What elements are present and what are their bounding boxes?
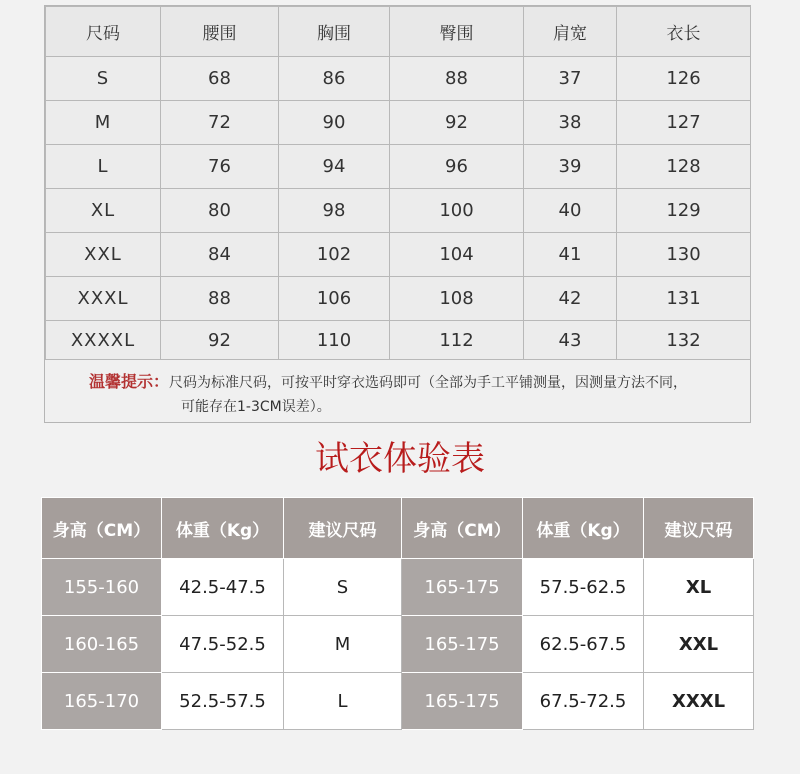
fit-size-cell: XXL: [644, 616, 754, 673]
measurement-cell: 112: [390, 321, 524, 360]
size-row: [46, 233, 751, 277]
fit-weight-cell: 52.5-57.5: [162, 673, 284, 730]
measurement-cell: 96: [390, 145, 524, 189]
measurement-cell: 76: [161, 145, 279, 189]
fit-row: [42, 559, 754, 616]
fit-height-cell: 155-160: [42, 559, 162, 616]
measurement-cell: 88: [161, 277, 279, 321]
size-row: [46, 145, 751, 189]
size-label-cell: XXXL: [46, 277, 161, 321]
size-label-cell: XXXXL: [46, 321, 161, 360]
fit-row: [42, 673, 754, 730]
size-label-cell: M: [46, 101, 161, 145]
size-label-cell: XXL: [46, 233, 161, 277]
tip-line-2: 可能存在1-3CM误差）。: [181, 399, 331, 415]
measurement-cell: 132: [617, 321, 751, 360]
size-chart-table: [45, 6, 751, 360]
fit-table-title: 试衣体验表: [315, 439, 485, 479]
size-row: [46, 277, 751, 321]
fit-weight-cell: 67.5-72.5: [523, 673, 644, 730]
size-chart-panel: [44, 5, 751, 423]
fit-header-height-2: 身高（CM）: [402, 498, 523, 559]
size-row: [46, 101, 751, 145]
measurement-cell: 127: [617, 101, 751, 145]
header-length: 衣长: [617, 7, 751, 57]
measurement-cell: 102: [279, 233, 390, 277]
header-hip: 臀围: [390, 7, 524, 57]
size-chart-header-row: [46, 7, 751, 57]
fit-height-cell: 165-170: [42, 673, 162, 730]
header-chest: 胸围: [279, 7, 390, 57]
size-label-cell: XL: [46, 189, 161, 233]
measurement-cell: 100: [390, 189, 524, 233]
fit-table-header-row: [42, 498, 754, 559]
fit-size-cell: M: [284, 616, 402, 673]
fit-height-cell: 165-175: [402, 673, 523, 730]
size-row: [46, 57, 751, 101]
measurement-cell: 126: [617, 57, 751, 101]
measurement-cell: 86: [279, 57, 390, 101]
measurement-cell: 39: [524, 145, 617, 189]
measurement-cell: 42: [524, 277, 617, 321]
fit-weight-cell: 57.5-62.5: [523, 559, 644, 616]
measurement-cell: 37: [524, 57, 617, 101]
fit-header-weight-1: 体重（Kg）: [162, 498, 284, 559]
fit-size-cell: S: [284, 559, 402, 616]
fit-weight-cell: 47.5-52.5: [162, 616, 284, 673]
size-row: [46, 189, 751, 233]
fit-weight-cell: 42.5-47.5: [162, 559, 284, 616]
measurement-cell: 104: [390, 233, 524, 277]
measurement-cell: 90: [279, 101, 390, 145]
header-shoulder: 肩宽: [524, 7, 617, 57]
measurement-cell: 38: [524, 101, 617, 145]
measurement-cell: 84: [161, 233, 279, 277]
fit-size-cell: XXXL: [644, 673, 754, 730]
measurement-cell: 72: [161, 101, 279, 145]
fit-height-cell: 165-175: [402, 616, 523, 673]
fit-header-size-1: 建议尺码: [284, 498, 402, 559]
fit-size-cell: XL: [644, 559, 754, 616]
measurement-cell: 106: [279, 277, 390, 321]
measurement-cell: 92: [161, 321, 279, 360]
measurement-cell: 131: [617, 277, 751, 321]
measurement-cell: 108: [390, 277, 524, 321]
fit-size-cell: L: [284, 673, 402, 730]
measurement-cell: 98: [279, 189, 390, 233]
fit-header-size-2: 建议尺码: [644, 498, 754, 559]
measurement-cell: 92: [390, 101, 524, 145]
measurement-cell: 88: [390, 57, 524, 101]
measurement-cell: 129: [617, 189, 751, 233]
size-row: [46, 321, 751, 360]
size-label-cell: S: [46, 57, 161, 101]
fit-weight-cell: 62.5-67.5: [523, 616, 644, 673]
measurement-cell: 40: [524, 189, 617, 233]
measurement-cell: 130: [617, 233, 751, 277]
measurement-cell: 80: [161, 189, 279, 233]
measurement-cell: 41: [524, 233, 617, 277]
fit-header-height-1: 身高（CM）: [42, 498, 162, 559]
measurement-cell: 94: [279, 145, 390, 189]
tip-line-1: 尺码为标准尺码，可按平时穿衣选码即可（全部为手工平铺测量，因测量方法不同，: [169, 375, 688, 391]
measurement-cell: 128: [617, 145, 751, 189]
size-label-cell: L: [46, 145, 161, 189]
fit-height-cell: 165-175: [402, 559, 523, 616]
tip-label: 温馨提示：: [89, 372, 170, 391]
fit-height-cell: 160-165: [42, 616, 162, 673]
size-tip: [89, 370, 729, 419]
measurement-cell: 43: [524, 321, 617, 360]
fit-table: [41, 497, 754, 730]
fit-row: [42, 616, 754, 673]
header-size: 尺码: [46, 7, 161, 57]
measurement-cell: 68: [161, 57, 279, 101]
header-waist: 腰围: [161, 7, 279, 57]
measurement-cell: 110: [279, 321, 390, 360]
fit-header-weight-2: 体重（Kg）: [523, 498, 644, 559]
